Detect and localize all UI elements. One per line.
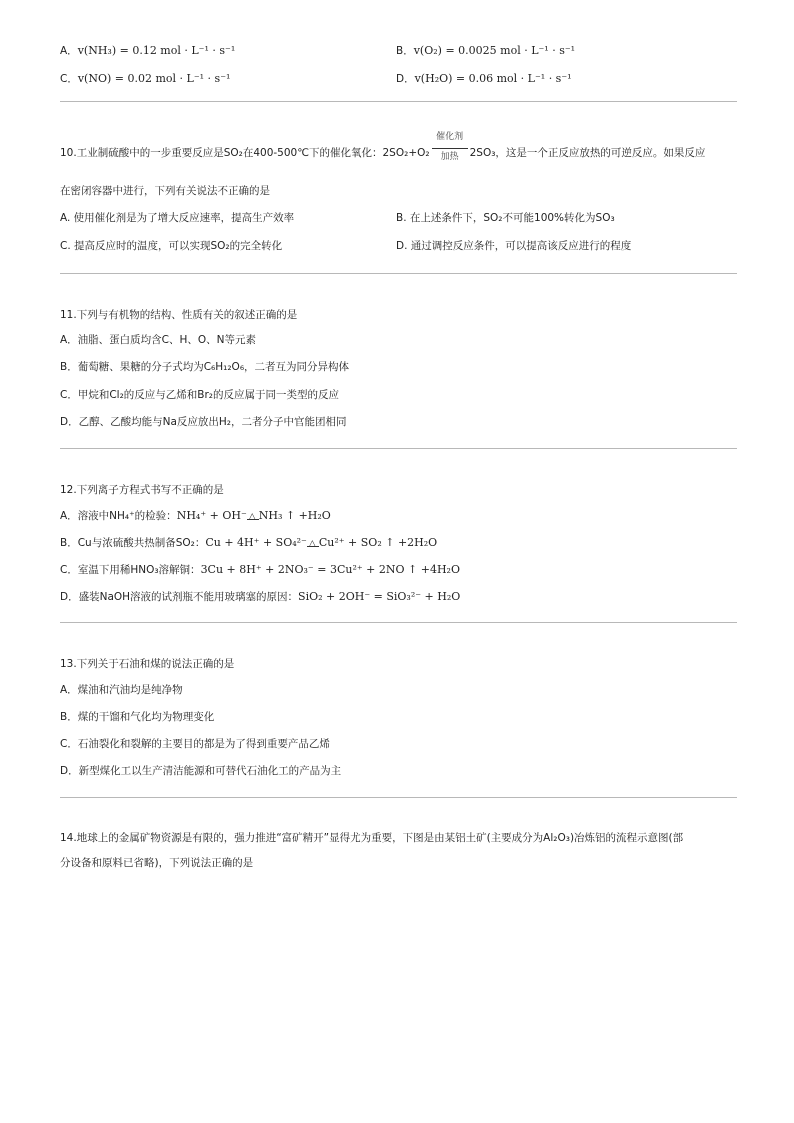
q12-option-d <box>60 590 460 604</box>
q9-option-a-formula: v(NH₃) = 0.12 mol · L⁻¹ · s⁻¹ <box>77 44 236 57</box>
q9-option-c-formula: v(NO) = 0.02 mol · L⁻¹ · s⁻¹ <box>77 72 231 85</box>
q12-option-c-equation: 3Cu + 8H⁺ + 2NO₃⁻ = 3Cu²⁺ + 2NO ↑ +4H₂O <box>200 563 460 576</box>
q9-option-a <box>60 44 235 58</box>
q11-option-c: C．甲烷和Cl₂的反应与乙烯和Br₂的反应属于同一类型的反应 <box>60 389 340 401</box>
divider <box>60 448 737 449</box>
q9-option-b <box>396 44 575 58</box>
q13-option-d: D．新型煤化工以生产清洁能源和可替代石油化工的产品为主 <box>60 765 342 777</box>
divider <box>60 797 737 798</box>
q9-option-d <box>396 72 572 86</box>
q12-option-d-text: D．盛装NaOH溶液的试剂瓶不能用玻璃塞的原因： <box>60 591 299 603</box>
q11-option-d: D．乙醇、乙酸均能与Na反应放出H₂，二者分子中官能团相同 <box>60 416 347 428</box>
q12-option-a-lhs: NH₄⁺ + OH⁻ <box>176 509 247 522</box>
q14-stem-line2: 分设备和原料已省略)，下列说法正确的是 <box>60 857 254 869</box>
q12-option-c-text: C．室温下用稀HNO₃溶解铜： <box>60 564 201 576</box>
q13-stem: 13.下列关于石油和煤的说法正确的是 <box>60 658 235 670</box>
q11-stem: 11.下列与有机物的结构、性质有关的叙述正确的是 <box>60 309 298 321</box>
q12-option-c <box>60 563 460 577</box>
q10-stem-line2: 在密闭容器中进行，下列有关说法不正确的是 <box>60 185 270 197</box>
q10-option-a: A. 使用催化剂是为了增大反应速率，提高生产效率 <box>60 212 295 224</box>
q12-option-b-rhs: Cu²⁺ + SO₂ ↑ +2H₂O <box>318 536 438 549</box>
q10-option-b: B. 在上述条件下，SO₂不可能100%转化为SO₃ <box>396 212 615 224</box>
q12-option-a <box>60 509 331 523</box>
q10-option-d: D. 通过调控反应条件，可以提高该反应进行的程度 <box>396 240 632 252</box>
q12-option-a-text: A．溶液中NH₄⁺的检验： <box>60 510 177 522</box>
q12-option-b-text: B．Cu与浓硫酸共热制备SO₂： <box>60 537 206 549</box>
reaction-condition-arrow <box>432 132 468 162</box>
divider <box>60 273 737 274</box>
q10-stem-suffix: 2SO₃，这是一个正反应放热的可逆反应。如果反应 <box>469 147 706 159</box>
q11-option-a: A．油脂、蛋白质均含C、H、O、N等元素 <box>60 334 257 346</box>
q10-stem <box>60 132 706 162</box>
q12-stem: 12.下列离子方程式书写不正确的是 <box>60 484 224 496</box>
q10-option-c: C. 提高反应时的温度，可以实现SO₂的完全转化 <box>60 240 283 252</box>
q10-stem-prefix: 10.工业制硫酸中的一步重要反应是SO₂在400-500℃下的催化氧化：2SO₂+O₂ <box>60 147 430 159</box>
q9-option-a-label: A． <box>60 45 78 57</box>
q13-option-a: A．煤油和汽油均是纯净物 <box>60 684 183 696</box>
q12-option-b <box>60 536 437 550</box>
q12-option-b-lhs: Cu + 4H⁺ + SO₄²⁻ <box>205 536 307 549</box>
heat-triangle-icon: △ <box>247 510 259 522</box>
q9-option-d-formula: v(H₂O) = 0.06 mol · L⁻¹ · s⁻¹ <box>414 72 572 85</box>
heat-label: 加热 <box>440 152 459 162</box>
heat-triangle-icon: △ <box>307 537 319 549</box>
q13-option-b: B．煤的干馏和气化均为物理变化 <box>60 711 215 723</box>
q11-option-b: B．葡萄糖、果糖的分子式均为C₆H₁₂O₆，二者互为同分异构体 <box>60 361 350 373</box>
q9-option-c <box>60 72 230 86</box>
q9-option-d-label: D． <box>396 73 415 85</box>
divider <box>60 622 737 623</box>
q9-option-b-label: B． <box>396 45 414 57</box>
q9-option-c-label: C． <box>60 73 78 85</box>
q14-stem-line1: 14.地球上的金属矿物资源是有限的，强力推进“富矿精开”显得尤为重要，下图是由某铝土矿(主要成分为Al₂O₃)冶炼铝的流程示意图(部 <box>60 832 684 844</box>
catalyst-label: 催化剂 <box>436 132 464 142</box>
divider <box>60 101 737 102</box>
q12-option-a-rhs: NH₃ ↑ +H₂O <box>258 509 331 522</box>
q13-option-c: C．石油裂化和裂解的主要目的都是为了得到重要产品乙烯 <box>60 738 330 750</box>
q9-option-b-formula: v(O₂) = 0.0025 mol · L⁻¹ · s⁻¹ <box>413 44 576 57</box>
q12-option-d-equation: SiO₂ + 2OH⁻ = SiO₃²⁻ + H₂O <box>298 590 461 603</box>
